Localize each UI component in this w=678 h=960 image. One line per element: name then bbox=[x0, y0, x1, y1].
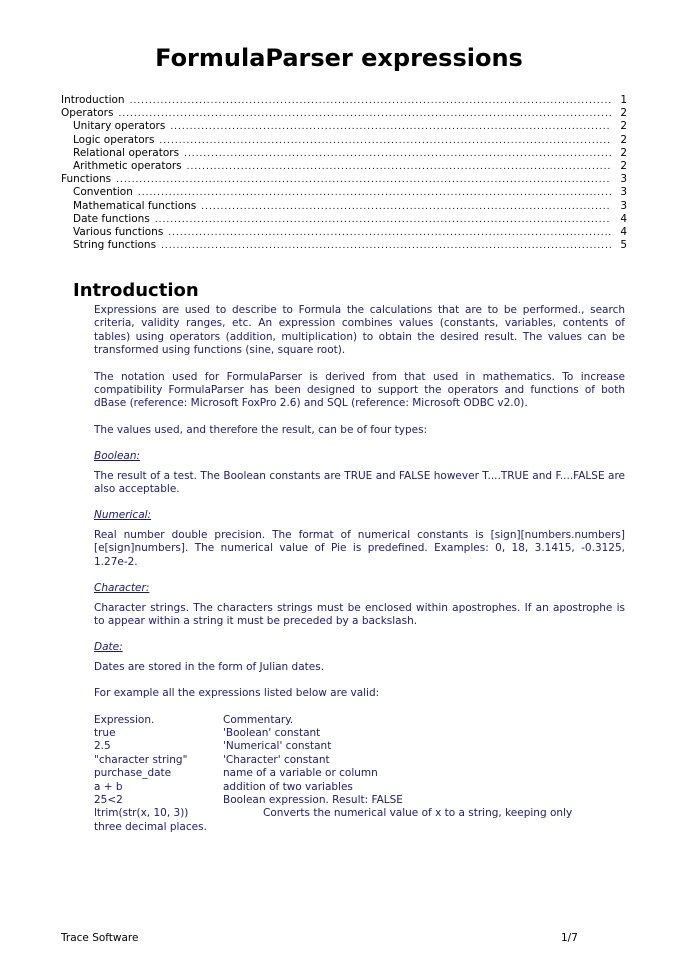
toc-leader-dots bbox=[161, 240, 611, 252]
example-commentary: 'Boolean' constant bbox=[223, 726, 321, 739]
toc-entry-label: Introduction bbox=[61, 94, 125, 106]
example-expression: ltrim(str(x, 10, 3)) bbox=[94, 807, 189, 820]
toc-entry-label: Mathematical functions bbox=[73, 199, 197, 212]
toc-entry[interactable] bbox=[61, 200, 627, 213]
character-label: Character: bbox=[94, 582, 150, 595]
toc-entry-page: 3 bbox=[620, 186, 627, 199]
examples-row bbox=[94, 740, 625, 753]
toc-leader-dots bbox=[138, 187, 611, 199]
toc-entry-page: 1 bbox=[620, 94, 627, 106]
examples-row bbox=[94, 794, 625, 807]
toc-entry-label: Convention bbox=[73, 186, 133, 199]
introduction-body bbox=[94, 304, 625, 834]
toc-entry[interactable] bbox=[61, 226, 627, 239]
toc-entry[interactable] bbox=[61, 160, 627, 173]
toc-entry-page: 4 bbox=[620, 225, 627, 238]
boolean-label: Boolean: bbox=[94, 450, 141, 463]
example-expression: 25<2 bbox=[94, 793, 123, 806]
toc-entry-page: 2 bbox=[620, 107, 627, 120]
toc-entry-page: 3 bbox=[620, 199, 627, 212]
toc-leader-dots bbox=[130, 95, 611, 107]
document-title: FormulaParser expressions bbox=[155, 44, 523, 72]
example-expression: "character string" bbox=[94, 753, 188, 766]
toc-entry-label: Arithmetic operators bbox=[73, 159, 182, 172]
boolean-description: The result of a test. The Boolean constants are TRUE and FALSE however T....TRUE and F....FALSE are also acceptable. bbox=[94, 469, 625, 496]
toc-entry[interactable] bbox=[61, 213, 627, 226]
examples-table bbox=[94, 714, 625, 835]
toc-entry[interactable] bbox=[61, 94, 627, 107]
toc-leader-dots bbox=[187, 161, 611, 173]
numerical-description: Real number double precision. The format of numerical constants is [sign][numbers.numbers][e[sign]numbers]. The numerical value of Pie is predefined. Examples: 0, 18, 3.1415, -0.3125, 1.27e-2. bbox=[94, 528, 625, 568]
example-commentary: Converts the numerical value of x to a string, keeping only bbox=[263, 807, 573, 820]
examples-row-continuation bbox=[94, 821, 625, 834]
examples-header-expression: Expression. bbox=[94, 713, 155, 726]
section-heading-introduction: Introduction bbox=[73, 280, 199, 301]
date-label: Date: bbox=[94, 641, 123, 654]
example-commentary: name of a variable or column bbox=[223, 767, 378, 780]
toc-leader-dots bbox=[170, 121, 611, 133]
example-commentary: 'Character' constant bbox=[223, 753, 330, 766]
example-commentary: addition of two variables bbox=[223, 780, 353, 793]
footer-company: Trace Software bbox=[61, 932, 139, 944]
numerical-label: Numerical: bbox=[94, 509, 152, 522]
toc-entry-label: Relational operators bbox=[73, 146, 180, 159]
example-commentary: 'Numerical' constant bbox=[223, 740, 332, 753]
example-expression: purchase_date bbox=[94, 767, 172, 780]
toc-entry-label: Functions bbox=[61, 173, 112, 186]
character-description: Character strings. The characters strings must be enclosed within apostrophes. If an apostrophe is to appear within a string it must be preceded by a backslash. bbox=[94, 601, 625, 627]
toc-entry[interactable] bbox=[61, 239, 627, 252]
examples-row bbox=[94, 781, 625, 794]
toc-entry-page: 3 bbox=[620, 173, 627, 186]
table-of-contents bbox=[61, 94, 627, 252]
toc-entry[interactable] bbox=[61, 147, 627, 160]
toc-entry-page: 2 bbox=[620, 146, 627, 159]
toc-leader-dots bbox=[116, 174, 611, 186]
toc-entry[interactable] bbox=[61, 186, 627, 199]
example-commentary-continued: three decimal places. bbox=[94, 820, 207, 833]
toc-entry[interactable] bbox=[61, 173, 627, 186]
toc-entry-label: String functions bbox=[73, 239, 157, 252]
toc-entry-label: Unitary operators bbox=[73, 120, 166, 133]
examples-row bbox=[94, 754, 625, 767]
toc-entry[interactable] bbox=[61, 107, 627, 120]
example-expression: 2.5 bbox=[94, 740, 111, 753]
example-commentary: Boolean expression. Result: FALSE bbox=[223, 793, 403, 806]
intro-paragraph-2: The notation used for FormulaParser is derived from that used in mathematics. To increase compatibility FormulaParser has been designed to support the operators and functions of both dBase (reference: Microsoft FoxPro 2.6) and SQL (reference: Microsoft ODBC v2.0). bbox=[94, 370, 625, 410]
toc-entry-page: 5 bbox=[620, 239, 627, 252]
toc-leader-dots bbox=[184, 148, 611, 160]
date-description: Dates are stored in the form of Julian dates. bbox=[94, 660, 325, 673]
toc-leader-dots bbox=[118, 108, 611, 120]
toc-entry-page: 4 bbox=[620, 212, 627, 225]
example-expression: true bbox=[94, 726, 116, 739]
toc-entry-label: Various functions bbox=[73, 225, 164, 238]
examples-row bbox=[94, 727, 625, 740]
intro-paragraph-1: Expressions are used to describe to Formula the calculations that are to be performed., search criteria, validity ranges, etc. An expression combines values (constants, variables, contents of tables) using operators (addition, multiplication) to obtain the desired result. The values can be transformed using functions (sine, square root). bbox=[94, 304, 625, 357]
toc-entry-page: 2 bbox=[620, 133, 627, 146]
toc-leader-dots bbox=[159, 135, 611, 147]
example-intro: For example all the expressions listed below are valid: bbox=[94, 687, 380, 700]
example-expression: a + b bbox=[94, 780, 123, 793]
toc-leader-dots bbox=[155, 214, 611, 226]
intro-paragraph-3: The values used, and therefore the result, can be of four types: bbox=[94, 423, 428, 436]
toc-entry[interactable] bbox=[61, 134, 627, 147]
toc-entry-label: Date functions bbox=[73, 212, 150, 225]
toc-entry-page: 2 bbox=[620, 159, 627, 172]
toc-entry-label: Logic operators bbox=[73, 133, 155, 146]
footer-page-number: 1/7 bbox=[561, 932, 578, 944]
toc-entry-page: 2 bbox=[620, 120, 627, 133]
examples-header-commentary: Commentary. bbox=[223, 713, 294, 726]
toc-entry[interactable] bbox=[61, 120, 627, 133]
toc-leader-dots bbox=[201, 201, 611, 213]
examples-header-row bbox=[94, 714, 625, 727]
examples-row bbox=[94, 807, 625, 820]
toc-entry-label: Operators bbox=[61, 107, 114, 120]
examples-row bbox=[94, 767, 625, 780]
toc-leader-dots bbox=[168, 227, 611, 239]
